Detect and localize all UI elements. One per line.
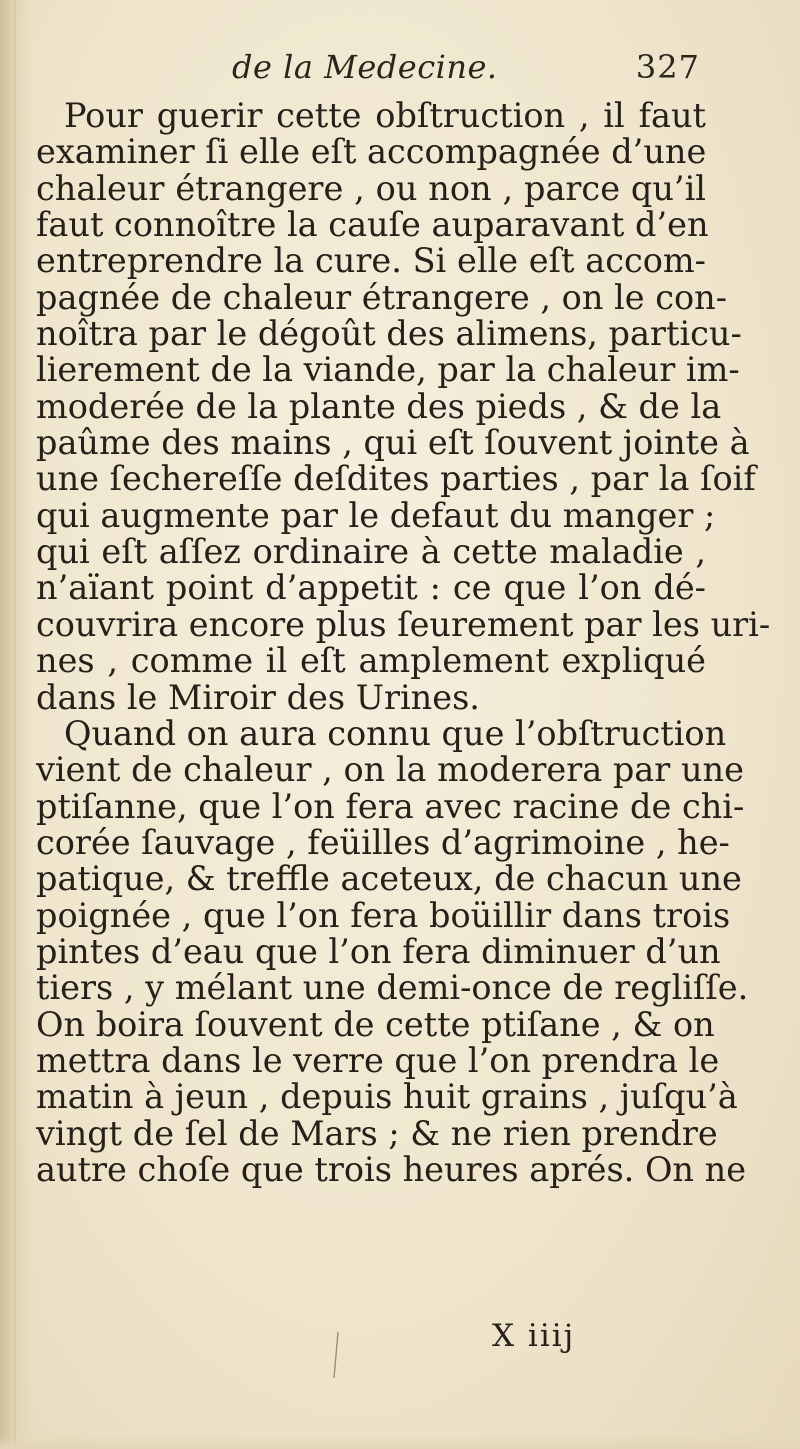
text-line: entreprendre la cure. Si elle eſt accom- [36, 241, 706, 281]
text-line: couvrira encore plus ſeurement par les uri- [36, 604, 771, 644]
text-line: On boira ſouvent de cette ptiſane , & on [36, 1004, 715, 1044]
page-edge-line [14, 0, 16, 1449]
binding-gutter-shadow [0, 0, 34, 1449]
text-line: vingt de ſel de Mars ; & ne rien prendre [36, 1113, 718, 1153]
signature-mark: X iiij [492, 1318, 576, 1354]
body-text [36, 96, 771, 1189]
text-line: une ſechereſſe deſdites parties , par la ſoif [36, 459, 756, 499]
text-line: dans le Miroir des Urines. [36, 677, 480, 717]
text-line: ptiſanne, que l’on fera avec racine de chi- [36, 786, 745, 826]
text-line: nes , comme il eſt amplement expliqué [36, 641, 706, 681]
text-line: Quand on aura connu que l’obſtruction [64, 713, 727, 753]
page-number: 327 [635, 48, 700, 86]
text-line: mettra dans le verre que l’on prendra le [36, 1040, 720, 1080]
text-line: pagnée de chaleur étrangere , on le con- [36, 277, 728, 317]
text-line: noîtra par le dégoût des alimens, particu- [36, 314, 742, 354]
text-line: Pour guerir cette obſtruction , il faut [64, 96, 706, 135]
text-line: corée ſauvage , feüilles d’agrimoine , he- [36, 822, 730, 862]
text-line: vient de chaleur , on la moderera par une [36, 750, 744, 790]
text-line: chaleur étrangere , ou non , parce qu’il [36, 168, 706, 208]
text-line: n’aïant point d’appetit : ce que l’on dé- [36, 568, 706, 608]
running-title: de la Medecine. [232, 48, 498, 86]
text-line: faut connoître la cauſe auparavant d’en [36, 205, 709, 245]
text-line: tiers , y mélant une demi-once de regliſſe. [36, 968, 749, 1008]
text-line: patique, & treffle aceteux, de chacun une [36, 859, 742, 899]
text-line: matin à jeun , depuis huit grains , juſqu’à [36, 1077, 738, 1117]
pencil-mark [322, 1330, 352, 1380]
text-line: examiner ſi elle eſt accompagnée d’une [36, 132, 707, 172]
text-line: autre choſe que trois heures aprés. On ne [36, 1149, 747, 1189]
text-line: qui augmente par le defaut du manger ; [36, 495, 716, 535]
text-line: poignée , que l’on fera boüillir dans trois [36, 895, 731, 935]
page-bottom-edge [0, 1435, 800, 1449]
text-line: pintes d’eau que l’on fera diminuer d’un [36, 931, 721, 971]
text-line: moderée de la plante des pieds , & de la [36, 386, 722, 426]
text-line: qui eſt aſſez ordinaire à cette maladie , [36, 532, 706, 572]
text-line: lierement de la viande, par la chaleur im- [36, 350, 740, 390]
text-line: paûme des mains , qui eſt ſouvent jointe à [36, 423, 750, 463]
